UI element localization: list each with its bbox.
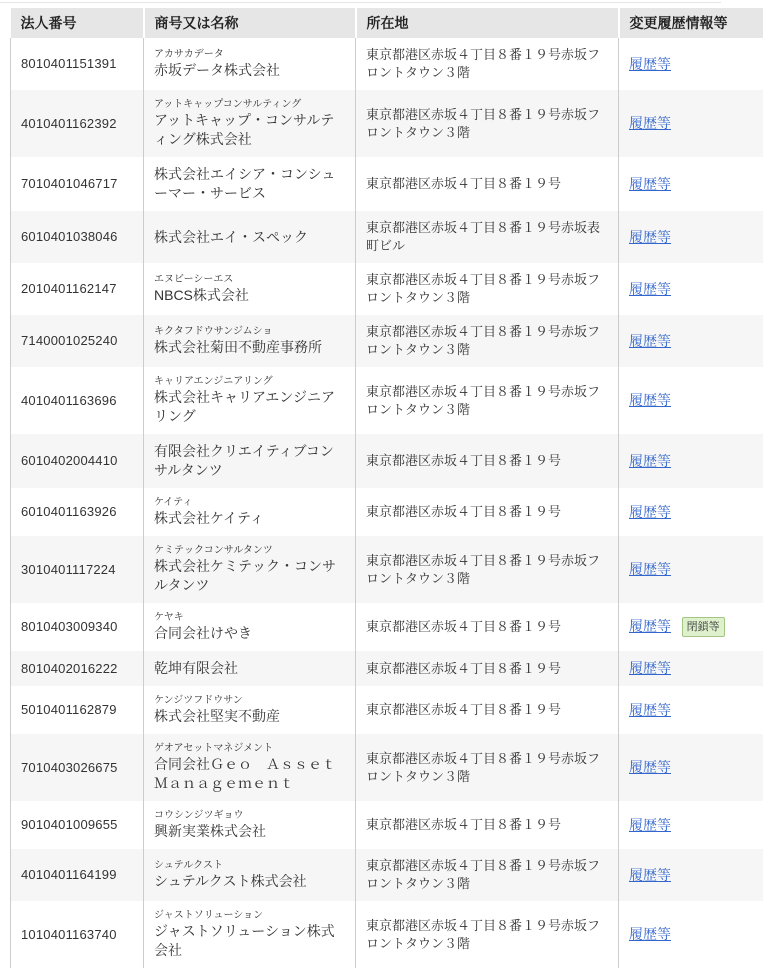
corporate-number-cell: [11, 686, 144, 734]
company-name-cell: [144, 686, 356, 734]
table-row: [11, 603, 763, 651]
company-name: 興新実業株式会社: [154, 823, 266, 839]
table-row: [11, 211, 763, 263]
header-corporate-number: 法人番号: [11, 8, 144, 38]
corporate-number-value: 7010403026675: [21, 759, 118, 775]
address-cell: [356, 603, 619, 651]
corporate-number-value: 2010401162147: [21, 281, 117, 296]
header-company-name: 商号又は名称: [144, 8, 356, 38]
company-address: 東京都港区赤坂４丁目８番１９号赤坂フロントタウン３階: [366, 383, 601, 417]
company-address: 東京都港区赤坂４丁目８番１９号赤坂フロントタウン３階: [366, 272, 601, 305]
corporate-number-value: 4010401162392: [21, 115, 117, 131]
company-name-cell: [144, 734, 356, 801]
company-name: 赤坂データ株式会社: [154, 62, 280, 78]
history-link[interactable]: 履歴等: [629, 866, 671, 883]
company-furigana: アットキャップコンサルティング: [154, 99, 302, 110]
company-furigana: エヌビーシーエス: [154, 274, 234, 285]
company-furigana: ゲオアセットマネジメント: [154, 743, 274, 754]
address-cell: [356, 734, 619, 801]
corporate-number-cell: [11, 801, 144, 849]
history-link[interactable]: 履歴等: [629, 280, 671, 297]
table-row: [11, 801, 763, 849]
table-row: [11, 263, 763, 315]
company-address: 東京都港区赤坂４丁目８番１９号: [366, 702, 562, 717]
history-cell: [619, 901, 763, 968]
address-cell: [356, 488, 619, 536]
address-cell: [356, 849, 619, 901]
corporate-number-cell: [11, 38, 144, 90]
corporate-number-value: 7140001025240: [21, 333, 118, 348]
company-name-cell: [144, 801, 356, 849]
history-link[interactable]: 履歴等: [629, 175, 671, 192]
address-cell: [356, 367, 619, 434]
table-row: [11, 488, 763, 536]
history-link[interactable]: 履歴等: [629, 816, 671, 833]
corporate-number-cell: [11, 734, 144, 801]
history-link[interactable]: 履歴等: [629, 926, 671, 942]
corporate-number-cell: [11, 603, 144, 651]
company-address: 東京都港区赤坂４丁目８番１９号赤坂フロントタウン３階: [366, 324, 601, 357]
table-row: [11, 734, 763, 801]
address-cell: [356, 434, 619, 488]
history-cell: [619, 801, 763, 849]
corporate-number-cell: [11, 157, 144, 211]
table-row: [11, 901, 763, 968]
history-link[interactable]: 履歴等: [629, 503, 671, 520]
corporate-number-value: 1010401163740: [21, 926, 117, 942]
table-row: [11, 90, 763, 157]
company-address: 東京都港区赤坂４丁目８番１９号赤坂フロントタウン３階: [366, 47, 601, 80]
history-cell: [619, 315, 763, 367]
company-name-cell: [144, 38, 356, 90]
company-address: 東京都港区赤坂４丁目８番１９号: [366, 619, 562, 634]
company-name: アットキャップ・コンサルティング株式会社: [154, 112, 335, 147]
corporate-number-value: 6010401038046: [21, 229, 118, 244]
company-furigana: ケミテックコンサルタンツ: [154, 545, 273, 556]
top-divider: [0, 0, 721, 3]
history-link[interactable]: 履歴等: [629, 332, 671, 349]
header-change-history: 変更履歴情報等: [619, 8, 763, 38]
history-cell: [619, 90, 763, 157]
corporate-number-cell: [11, 211, 144, 263]
address-cell: [356, 536, 619, 603]
table-row: [11, 367, 763, 434]
table-row: [11, 315, 763, 367]
history-cell: [619, 211, 763, 263]
history-link[interactable]: 履歴等: [629, 55, 671, 72]
corporate-number-cell: [11, 651, 144, 686]
company-name: ジャストソリューション株式会社: [154, 923, 335, 958]
corporate-number-value: 8010403009340: [21, 619, 118, 634]
history-link[interactable]: 履歴等: [629, 617, 671, 634]
company-name: 株式会社エイ・スペック: [154, 228, 308, 245]
history-link[interactable]: 履歴等: [629, 561, 671, 577]
address-cell: [356, 211, 619, 263]
company-name-cell: [144, 263, 356, 315]
history-cell: [619, 849, 763, 901]
history-link[interactable]: 履歴等: [629, 392, 671, 408]
corporate-number-value: 6010401163926: [21, 504, 117, 519]
address-cell: [356, 263, 619, 315]
company-address: 東京都港区赤坂４丁目８番１９号赤坂フロントタウン３階: [366, 858, 601, 891]
company-name: シュテルクスト株式会社: [154, 873, 307, 889]
history-cell: [619, 651, 763, 686]
corporate-number-cell: [11, 434, 144, 488]
company-address: 東京都港区赤坂４丁目８番１９号: [366, 453, 562, 468]
company-address: 東京都港区赤坂４丁目８番１９号赤坂フロントタウン３階: [366, 552, 601, 586]
corporate-number-value: 9010401009655: [21, 817, 118, 832]
corporate-number-results-table: [10, 8, 763, 968]
company-name-cell: [144, 315, 356, 367]
table-row: [11, 536, 763, 603]
company-name: 合同会社Ｇｅｏ Ａｓｓｅｔ Ｍａｎａｇｅｍｅｎｔ: [154, 756, 350, 791]
company-address: 東京都港区赤坂４丁目８番１９号: [366, 176, 562, 191]
history-cell: [619, 603, 763, 651]
corporate-number-cell: [11, 367, 144, 434]
company-name: NBCS株式会社: [154, 287, 249, 303]
corporate-number-value: 5010401162879: [21, 702, 117, 717]
history-link[interactable]: 履歴等: [629, 759, 671, 775]
company-address: 東京都港区赤坂４丁目８番１９号: [366, 817, 562, 832]
company-name-cell: [144, 211, 356, 263]
company-name-cell: [144, 849, 356, 901]
company-name-cell: [144, 603, 356, 651]
corporate-number-cell: [11, 90, 144, 157]
company-name-cell: [144, 367, 356, 434]
address-cell: [356, 901, 619, 968]
history-cell: [619, 367, 763, 434]
table-row: [11, 38, 763, 90]
company-furigana: ケイティ: [154, 497, 193, 508]
company-address: 東京都港区赤坂４丁目８番１９号: [366, 660, 562, 676]
company-address: 東京都港区赤坂４丁目８番１９号赤坂フロントタウン３階: [366, 750, 601, 784]
corporate-number-value: 8010402016222: [21, 660, 118, 676]
address-cell: [356, 801, 619, 849]
history-cell: [619, 157, 763, 211]
history-cell: [619, 488, 763, 536]
company-furigana: ジャストソリューション: [154, 910, 264, 921]
corporate-number-cell: [11, 315, 144, 367]
header-row: [11, 8, 763, 38]
history-cell: [619, 536, 763, 603]
closed-status-badge: 閉鎖等: [682, 617, 725, 637]
address-cell: [356, 651, 619, 686]
history-link[interactable]: 履歴等: [629, 660, 671, 676]
history-cell: [619, 434, 763, 488]
corporate-number-cell: [11, 536, 144, 603]
company-furigana: ケンジツフドウサン: [154, 695, 243, 706]
company-furigana: キクタフドウサンジムショ: [154, 326, 273, 337]
history-link[interactable]: 履歴等: [629, 115, 671, 131]
results-table-viewport: [10, 8, 728, 968]
table-row: [11, 686, 763, 734]
company-furigana: コウシンジツギョウ: [154, 810, 244, 821]
company-name-cell: [144, 901, 356, 968]
company-address: 東京都港区赤坂４丁目８番１９号赤坂表町ビル: [366, 220, 601, 253]
company-name-cell: [144, 90, 356, 157]
company-name: 株式会社キャリアエンジニアリング: [154, 389, 335, 424]
corporate-number-cell: [11, 263, 144, 315]
company-name: 株式会社エイシア・コンシューマー・サービス: [154, 166, 336, 201]
company-name: 有限会社クリエイティブコンサルタンツ: [154, 443, 334, 478]
history-link[interactable]: 履歴等: [629, 452, 671, 469]
address-cell: [356, 686, 619, 734]
corporate-number-cell: [11, 488, 144, 536]
company-name: 乾坤有限会社: [154, 660, 238, 676]
corporate-number-value: 4010401163696: [21, 392, 117, 408]
corporate-number-cell: [11, 849, 144, 901]
corporate-number-value: 8010401151391: [21, 56, 117, 71]
company-furigana: アカサカデータ: [154, 49, 224, 60]
history-link[interactable]: 履歴等: [629, 228, 671, 245]
company-name-cell: [144, 536, 356, 603]
company-address: 東京都港区赤坂４丁目８番１９号赤坂フロントタウン３階: [366, 106, 601, 140]
company-name-cell: [144, 651, 356, 686]
company-name-cell: [144, 157, 356, 211]
company-name: 合同会社けやき: [154, 625, 252, 641]
table-row: [11, 849, 763, 901]
history-cell: [619, 734, 763, 801]
address-cell: [356, 38, 619, 90]
company-name: 株式会社堅実不動産: [154, 708, 280, 724]
company-name-cell: [144, 488, 356, 536]
address-cell: [356, 315, 619, 367]
history-link[interactable]: 履歴等: [629, 701, 671, 718]
history-cell: [619, 263, 763, 315]
address-cell: [356, 157, 619, 211]
corporate-number-value: 6010402004410: [21, 453, 118, 468]
table-row: [11, 157, 763, 211]
header-address: 所在地: [356, 8, 619, 38]
history-cell: [619, 686, 763, 734]
table-row: [11, 434, 763, 488]
corporate-number-value: 7010401046717: [21, 176, 118, 191]
company-furigana: ケヤキ: [154, 612, 184, 623]
company-name: 株式会社ケミテック・コンサルタンツ: [154, 558, 336, 593]
company-address: 東京都港区赤坂４丁目８番１９号赤坂フロントタウン３階: [366, 917, 601, 951]
history-cell: [619, 38, 763, 90]
company-furigana: キャリアエンジニアリング: [154, 376, 273, 387]
company-name-cell: [144, 434, 356, 488]
company-address: 東京都港区赤坂４丁目８番１９号: [366, 504, 562, 519]
corporate-number-value: 3010401117224: [21, 561, 116, 577]
company-name: 株式会社菊田不動産事務所: [154, 339, 322, 355]
company-name: 株式会社ケイティ: [154, 510, 264, 526]
table-row: [11, 651, 763, 686]
corporate-number-cell: [11, 901, 144, 968]
address-cell: [356, 90, 619, 157]
company-furigana: シュテルクスト: [154, 860, 223, 871]
corporate-number-value: 4010401164199: [21, 867, 117, 882]
